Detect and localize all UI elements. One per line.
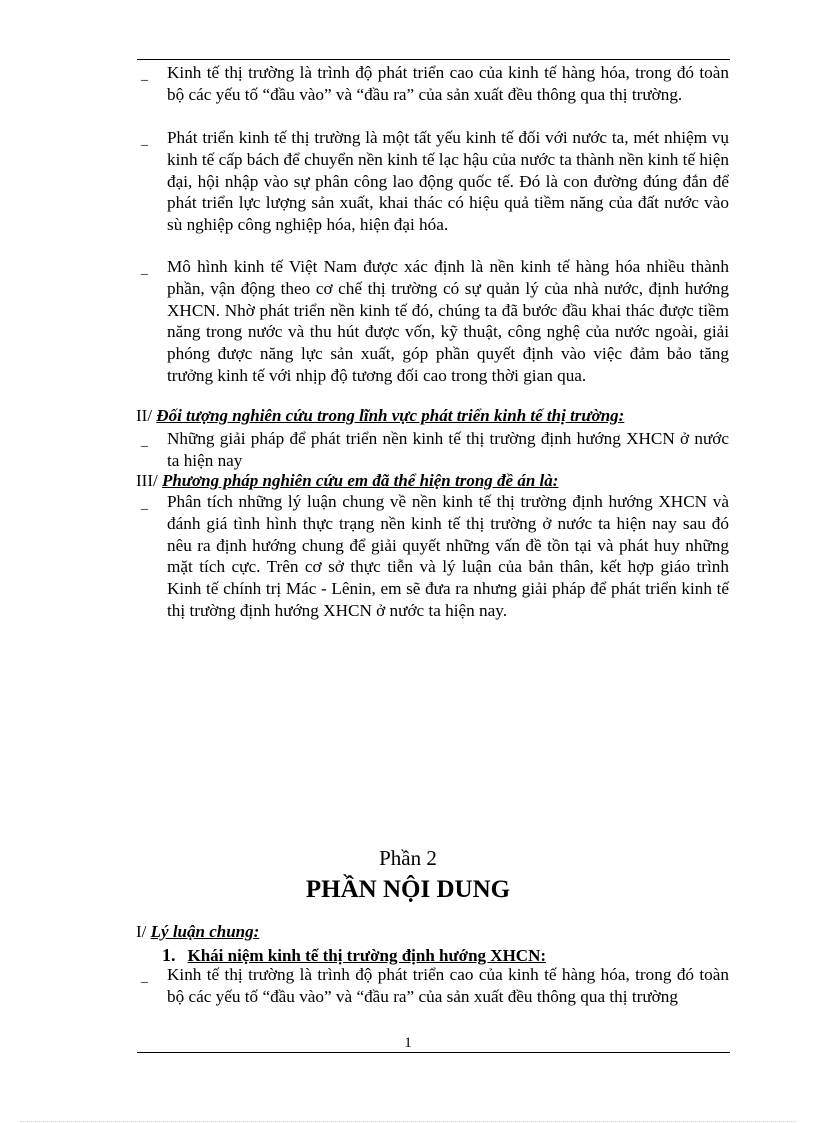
bullet-item [136, 62, 729, 106]
section-title: Lý luận chung: [150, 922, 260, 941]
part-label: Phần 2 [379, 846, 437, 870]
bullet-text: Kinh tế thị trường là trình độ phát triển cao của kinh tế hàng hóa, trong đó toàn bộ các yếu tố “đầu vào” và “đầu ra” của sản xuất đều thông qua thị trường. [167, 63, 729, 104]
section-prefix: II/ [136, 406, 157, 425]
bullet-text: Phân tích những lý luận chung về nền kinh tế thị trường định hướng XHCN và đánh giá tình hình thực trạng nền kinh tế thị trường ở nước ta hiện nay sau đó nêu ra định hướng chung để giải quyết những vấn đề tồn tại và phát huy những mặt tích cực. Trên cơ sở thực tiễn và lý luận của bản thân, kết hợp giáo trình Kinh tế chính trị Mác - Lênin, em sẽ đưa ra nhưng giải pháp để phát triển kinh tế thị trường định hướng XHCN ở nước ta hiện nay. [167, 492, 729, 620]
subsection-title: Khái niệm kinh tế thị trường định hướng XHCN: [187, 946, 547, 965]
bullet-item [136, 428, 729, 472]
section-heading-i [136, 921, 736, 943]
bullet-text: Những giải pháp để phát triển nền kinh tế thị trường định hướng XHCN ở nước ta hiện nay [167, 429, 729, 470]
dash-marker: _ [141, 68, 148, 83]
footer-rule [137, 1052, 730, 1053]
dash-marker: _ [141, 434, 148, 449]
bullet-item [136, 491, 729, 622]
dash-marker: _ [141, 262, 148, 277]
section-title: Đối tượng nghiên cứu trong lĩnh vực phát triển kinh tế thị trường: [156, 406, 625, 425]
section-prefix: III/ [136, 471, 162, 490]
section-heading-iii [136, 470, 736, 492]
dash-marker: _ [141, 970, 148, 985]
bullet-item [136, 256, 729, 387]
section-heading-ii [136, 405, 736, 427]
bullet-text: Kinh tế thị trường là trình độ phát triển cao của kinh tế hàng hóa, trong đó toàn bộ các yếu tố “đầu vào” và “đầu ra” của sản xuất đều thông qua thị trường [167, 965, 729, 1006]
bullet-item [136, 964, 729, 1008]
section-title: Phương pháp nghiên cứu em đã thể hiện trong đề án là: [161, 471, 559, 490]
page-number: 1 [404, 1035, 412, 1051]
bullet-text: Phát triển kinh tế thị trường là một tất yếu kinh tế đối với nước ta, mét nhiệm vụ kinh tế cấp bách để chuyển nền kinh tế lạc hậu của nước ta thành nền kinh tế hiện đại, hội nhập vào sự phân công lao động quốc tế. Đó là con đường đúng đắn để phát triển lực lượng sản xuất, khai thác có hiệu quả tiềm năng của đất nước vào sù nghiệp công nghiệp hóa, hiện đại hóa. [167, 128, 729, 235]
subsection-number: 1. [162, 945, 176, 965]
page-edge-dotted-line [20, 1121, 796, 1122]
bullet-text: Mô hình kinh tế Việt Nam được xác định là nền kinh tế hàng hóa nhiều thành phần, vận động theo cơ chế thị trường có sự quản lý của nhà nước, định hướng XHCN. Nhờ phát triển nền kinh tế đó, chúng ta đã bước đầu khai thác được tiềm năng trong nước và thu hút được vốn, kỹ thuật, công nghệ của nước ngoài, giải phóng được năng lực sản xuất, góp phần quyết định vào việc đảm bảo tăng trưởng kinh tế với nhịp độ tương đối cao trong thời gian qua. [167, 257, 729, 385]
header-rule [137, 59, 730, 60]
part-title: PHẦN NỘI DUNG [305, 876, 511, 903]
section-prefix: I/ [136, 922, 151, 941]
dash-marker: _ [141, 497, 148, 512]
bullet-item [136, 127, 729, 236]
dash-marker: _ [141, 133, 148, 148]
